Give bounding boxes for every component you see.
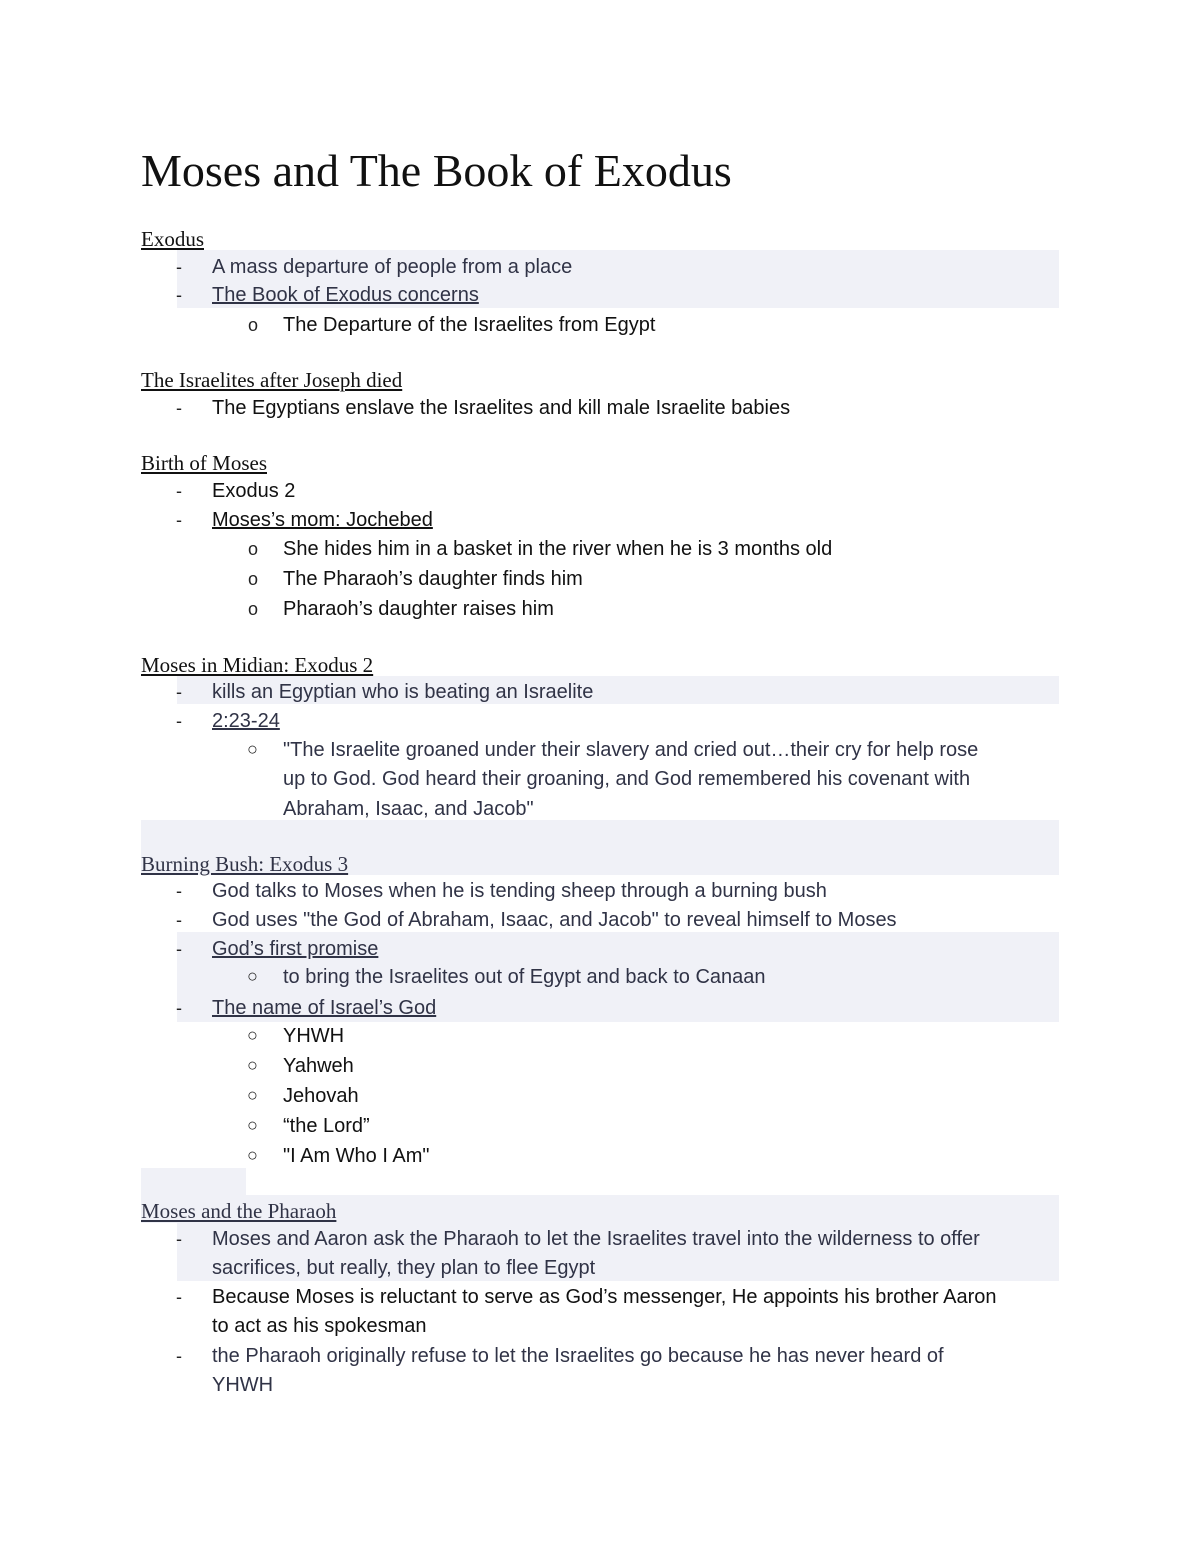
list-item-continued: sacrifices, but really, they plan to flee Egypt: [212, 1257, 596, 1279]
list-item: The name of Israel’s God: [212, 997, 437, 1019]
hollow-bullet: ○: [247, 1145, 258, 1165]
sub-list-item: Jehovah: [283, 1085, 359, 1107]
circle-bullet: o: [248, 599, 259, 619]
section-heading-midian: Moses in Midian: Exodus 2: [141, 653, 374, 677]
sub-list-item: “the Lord”: [283, 1115, 370, 1137]
dash-bullet: -: [176, 910, 182, 930]
hollow-bullet: ○: [247, 1085, 258, 1105]
hollow-bullet: ○: [247, 1055, 258, 1075]
dash-bullet: -: [176, 510, 182, 530]
dash-bullet: -: [176, 1229, 182, 1249]
list-item: A mass departure of people from a place: [212, 256, 573, 278]
section-heading-bush: Burning Bush: Exodus 3: [141, 852, 349, 876]
list-item: Because Moses is reluctant to serve as God’s messenger, He appoints his brother Aaron: [212, 1286, 997, 1308]
circle-bullet: o: [248, 539, 259, 559]
list-item-continued: YHWH: [212, 1374, 274, 1396]
list-item: The Book of Exodus concerns: [212, 284, 479, 306]
quote-line: "The Israelite groaned under their slavery and cried out…their cry for help rose: [283, 739, 979, 761]
section-heading-pharaoh: Moses and the Pharaoh: [141, 1199, 337, 1223]
list-item-continued: to act as his spokesman: [212, 1315, 427, 1337]
list-item: 2:23-24: [212, 710, 280, 732]
sub-list-item: The Departure of the Israelites from Egypt: [283, 314, 656, 336]
sub-list-item: Pharaoh’s daughter raises him: [283, 598, 554, 620]
highlight-band: [141, 1168, 246, 1198]
sub-list-item: The Pharaoh’s daughter finds him: [283, 568, 583, 590]
list-item: Exodus 2: [212, 480, 296, 502]
dash-bullet: -: [176, 998, 182, 1018]
dash-bullet: -: [176, 285, 182, 305]
dash-bullet: -: [176, 881, 182, 901]
list-item: Moses’s mom: Jochebed: [212, 509, 433, 531]
hollow-bullet: ○: [247, 739, 258, 759]
section-heading-exodus: Exodus: [141, 227, 204, 251]
sub-list-item: "I Am Who I Am": [283, 1145, 430, 1167]
quote-line: up to God. God heard their groaning, and God remembered his covenant with: [283, 768, 971, 790]
circle-bullet: o: [248, 315, 259, 335]
quote-line: Abraham, Isaac, and Jacob": [283, 798, 534, 820]
hollow-bullet: ○: [247, 1025, 258, 1045]
circle-bullet: o: [248, 569, 259, 589]
section-heading-birth: Birth of Moses: [141, 451, 267, 475]
list-item: God talks to Moses when he is tending sheep through a burning bush: [212, 880, 827, 902]
sub-list-item: She hides him in a basket in the river when he is 3 months old: [283, 538, 833, 560]
section-heading-after-joseph: The Israelites after Joseph died: [141, 368, 403, 392]
dash-bullet: -: [176, 682, 182, 702]
sub-list-item: YHWH: [283, 1025, 345, 1047]
list-item: Moses and Aaron ask the Pharaoh to let the Israelites travel into the wilderness to offer: [212, 1228, 980, 1250]
dash-bullet: -: [176, 1287, 182, 1307]
list-item: God’s first promise: [212, 938, 379, 960]
dash-bullet: -: [176, 398, 182, 418]
hollow-bullet: ○: [247, 1115, 258, 1135]
dash-bullet: -: [176, 481, 182, 501]
document-title: Moses and The Book of Exodus: [141, 145, 732, 196]
list-item: The Egyptians enslave the Israelites and kill male Israelite babies: [212, 397, 791, 419]
sub-list-item: to bring the Israelites out of Egypt and back to Canaan: [283, 966, 766, 988]
list-item: kills an Egyptian who is beating an Israelite: [212, 681, 594, 703]
hollow-bullet: ○: [247, 966, 258, 986]
sub-list-item: Yahweh: [283, 1055, 354, 1077]
list-item: the Pharaoh originally refuse to let the Israelites go because he has never heard of: [212, 1345, 944, 1367]
dash-bullet: -: [176, 939, 182, 959]
dash-bullet: -: [176, 711, 182, 731]
list-item: God uses "the God of Abraham, Isaac, and Jacob" to reveal himself to Moses: [212, 909, 897, 931]
dash-bullet: -: [176, 257, 182, 277]
dash-bullet: -: [176, 1346, 182, 1366]
